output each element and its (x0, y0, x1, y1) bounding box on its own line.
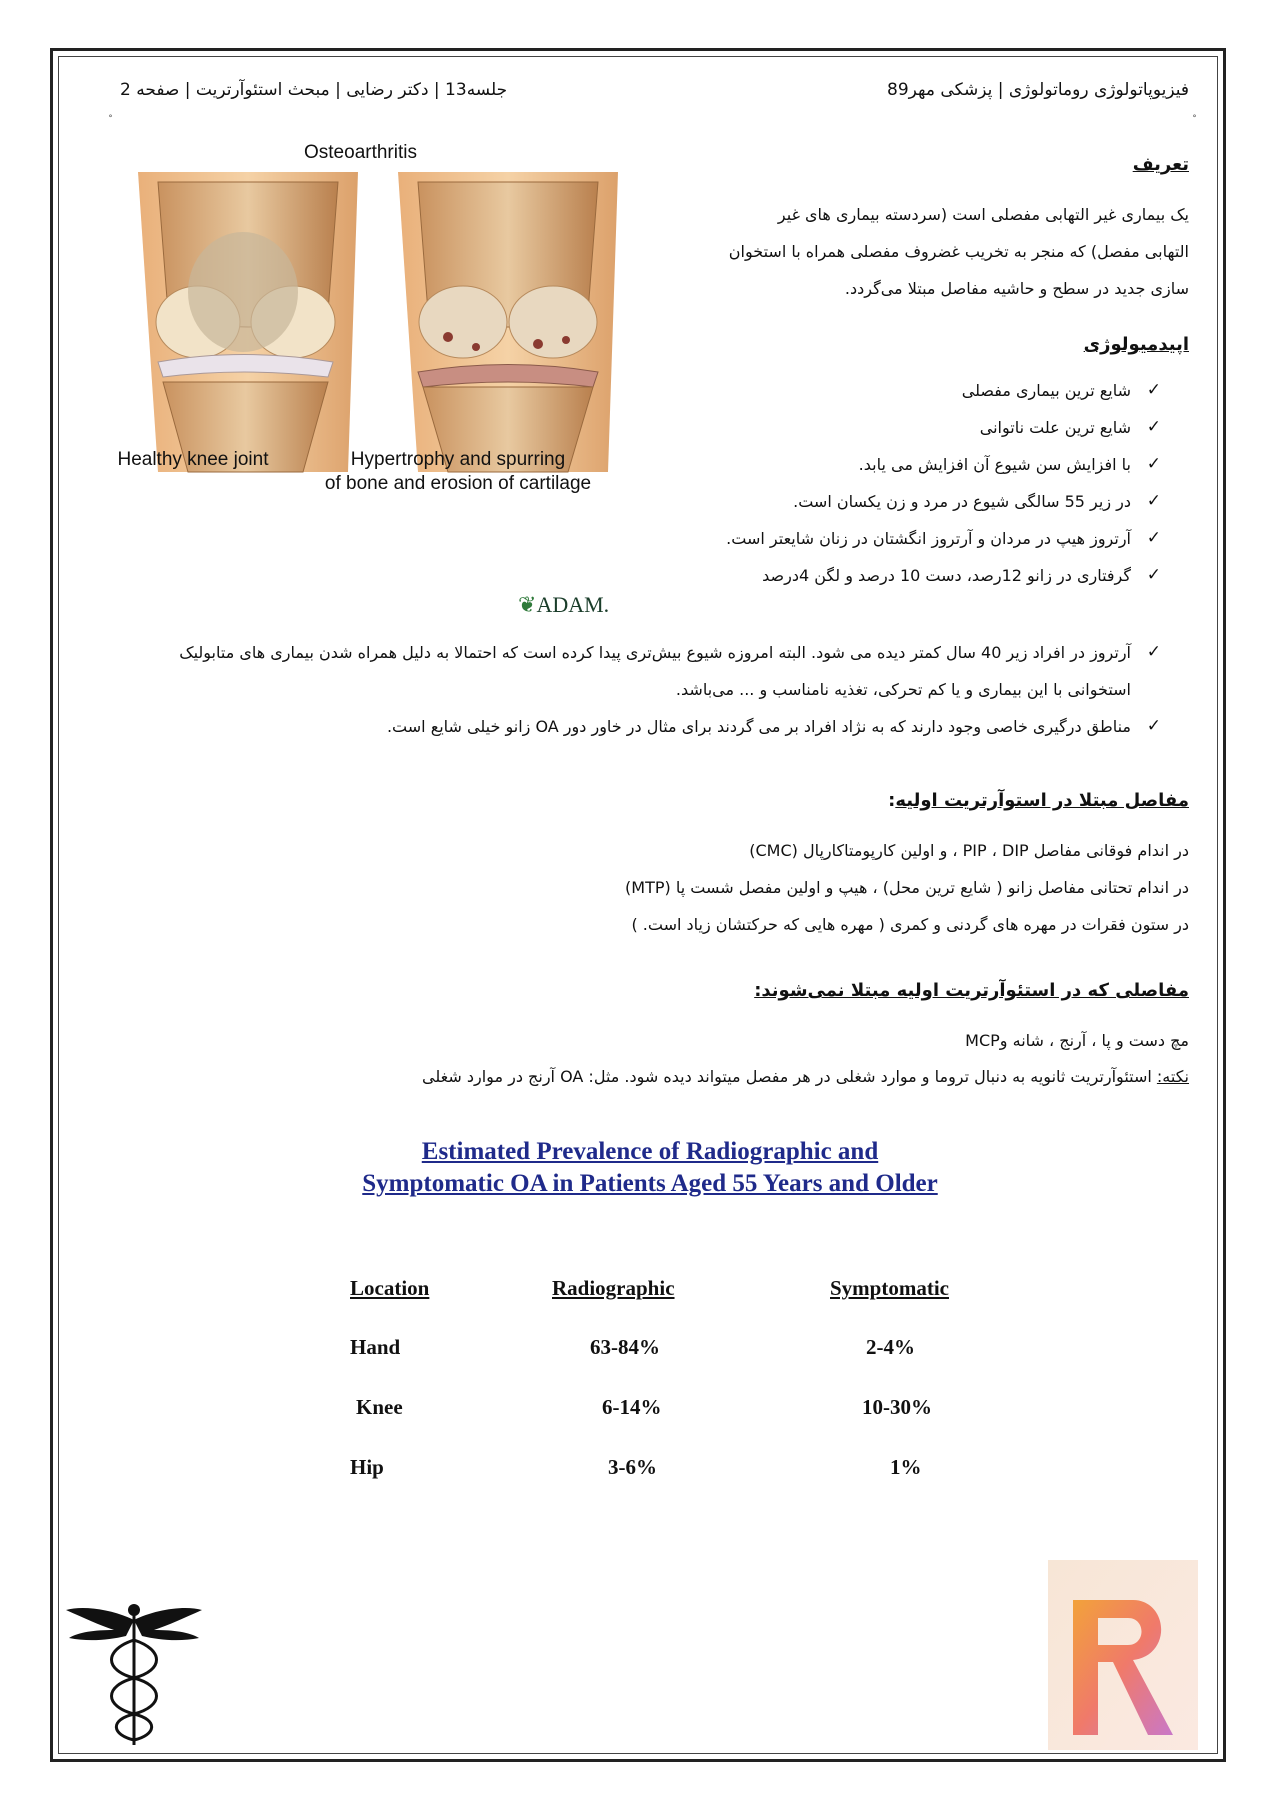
not-involved-joints: مچ دست و پا ، آرنج ، شانه وMCP (965, 1031, 1189, 1050)
column-header-symptomatic: Symptomatic (830, 1276, 949, 1300)
knee-drawing (118, 172, 636, 662)
table-cell: Hip (350, 1455, 384, 1479)
primary-joints-line: در اندام فوقانی مفاصل PIP ، DIP ، و اولین کارپومتاکارپال (CMC) (749, 841, 1189, 860)
definition-heading: تعریف (1132, 154, 1189, 175)
list-item: ✓ آرتروز در افراد زیر 40 سال کمتر دیده می شود. البته امروزه شیوع بیش‌تری پیدا کرده است که احتمالا به دلیل همراه شدن بیماری های متابولیک استخوانی با این بیماری و یا کم تحرکی، تغذیه نامناسب و ... می‌باشد. (179, 642, 1161, 699)
list-item: ✓ شایع ترین بیماری مفصلی (961, 380, 1161, 400)
note-label: نکته: (1156, 1067, 1189, 1086)
caption-arthritic-1: Hypertrophy and spurring (350, 449, 566, 470)
column-header-location: Location (350, 1276, 430, 1300)
header-course: فیزیوپاتولوژی روماتولوژی | پزشکی مهر89 (887, 80, 1189, 100)
prevalence-title (240, 1136, 1060, 1200)
r-logo-icon (1048, 1560, 1198, 1750)
definition-line: التهابی مفصل) که منجر به تخریب غضروف مفصلی همراه با استخوان (728, 242, 1189, 261)
primary-joints-heading: مفاصل مبتلا در استوآرتریت اولیه: (888, 790, 1189, 811)
list-item: ✓ با افزایش سن شیوع آن افزایش می یابد. (858, 454, 1161, 474)
arthritic-knee (398, 172, 618, 472)
definition-line: یک بیماری غیر التهابی مفصلی است (سردسته بیماری های غیر (777, 205, 1189, 224)
adam-logo: ❦ADAM. (518, 592, 610, 617)
caduceus-icon (64, 1600, 204, 1750)
definition-line: سازی جدید در سطح و حاشیه مفاصل مبتلا می‌گردد. (844, 279, 1189, 298)
list-item: ✓ آرتروز هیپ در مردان و آرتروز انگشتان در زنان شایعتر است. (726, 528, 1161, 548)
definition-text (629, 196, 1189, 307)
primary-joints-line: در اندام تحتانی مفاصل زانو ( شایع ترین محل) ، هیپ و اولین مفصل شست پا (MTP) (625, 878, 1189, 897)
epidemiology-wide-list (171, 634, 1161, 745)
column-header-radiographic: Radiographic (552, 1276, 675, 1300)
not-involved-heading: مفاصلی که در استئوآرتریت اولیه مبتلا نمی‌شوند: (754, 980, 1189, 1001)
caption-healthy: Healthy knee joint (117, 449, 269, 470)
healthy-knee (138, 172, 358, 472)
note-line (422, 1058, 1189, 1095)
prevalence-title-line: Symptomatic OA in Patients Aged 55 Years and Older (362, 1170, 938, 1197)
header-session: جلسه13 | دکتر رضایی | مبحث استئوآرتریت | صفحه 2 (120, 80, 508, 100)
primary-joints-line: در ستون فقرات در مهره های گردنی و کمری ( مهره هایی که حرکتشان زیاد است. ) (631, 915, 1189, 934)
list-item: ✓ مناطق درگیری خاصی وجود دارند که به نژاد افراد بر می گردند برای مثال در خاور دور OA زانو خیلی شایع است. (386, 716, 1161, 736)
list-item: ✓ در زیر 55 سالگی شیوع در مرد و زن یکسان است. (793, 491, 1161, 511)
corner-mark: ˚ (108, 115, 113, 126)
table-cell: 3-6% (608, 1455, 657, 1479)
caption-arthritic-2: of bone and erosion of cartilage (324, 473, 592, 494)
table-cell: 10-30% (862, 1395, 932, 1419)
corner-mark: ˚ (1192, 115, 1197, 126)
table-cell: 2-4% (866, 1335, 915, 1359)
list-item: ✓ شایع ترین علت ناتوانی (979, 417, 1161, 437)
table-cell: Hand (350, 1335, 401, 1359)
table-cell: 63-84% (590, 1335, 660, 1359)
knee-illustration (118, 142, 636, 612)
epidemiology-list (601, 372, 1161, 594)
epidemiology-heading: اپیدمیولوژی (1083, 334, 1189, 355)
primary-joints-list (625, 832, 1189, 943)
table-cell: 6-14% (602, 1395, 662, 1419)
table-cell: Knee (356, 1395, 403, 1419)
prevalence-title-line: Estimated Prevalence of Radiographic and (421, 1138, 879, 1165)
list-item: ✓ گرفتاری در زانو 12رصد، دست 10 درصد و لگن 4درصد (762, 565, 1161, 585)
figure-title: Osteoarthritis (304, 142, 417, 163)
note-text: استئوآرتریت ثانویه به دنبال تروما و موارد شغلی در هر مفصل میتواند دیده شود. مثل: OA آرنج در موارد شغلی (422, 1067, 1157, 1086)
table-cell: 1% (890, 1455, 922, 1479)
